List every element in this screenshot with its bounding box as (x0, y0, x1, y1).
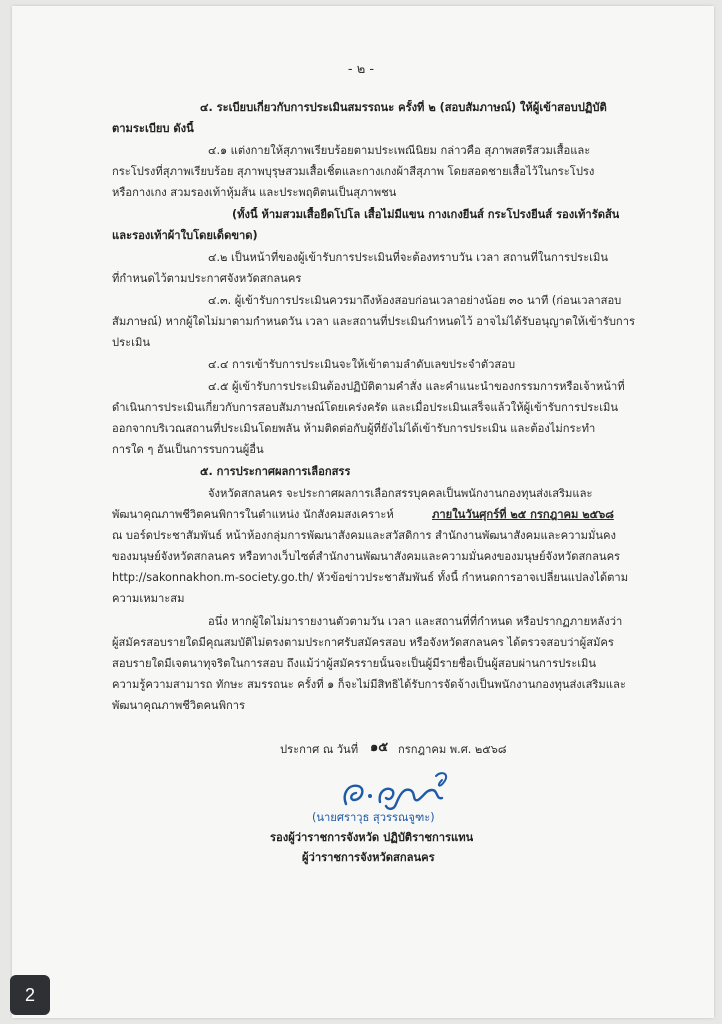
announce-month-year: กรกฎาคม พ.ศ. ๒๕๖๘ (398, 743, 507, 756)
signer-name: (นายศราวุธ สุวรรณจูฑะ) (312, 811, 435, 824)
para-5-1-line: ณ บอร์ดประชาสัมพันธ์ หน้าห้องกลุ่มการพัฒนาสังคมและสวัสดิการ สำนักงานพัฒนาสังคมและความมั่นคง (112, 529, 616, 542)
signer-position: รองผู้ว่าราชการจังหวัด ปฏิบัติราชการแทน (270, 831, 474, 844)
para-4-5: ๔.๕ ผู้เข้ารับการประเมินต้องปฏิบัติตามคำสั่ง และคำแนะนำของกรรมการหรือเจ้าหน้าที่ (208, 380, 625, 393)
para-4-2-line: ที่กำหนดไว้ตามประกาศจังหวัดสกลนคร (112, 272, 302, 285)
section4-heading-cont: ตามระเบียบ ดังนี้ (112, 122, 194, 135)
para-5-2-line: พัฒนาคุณภาพชีวิตคนพิการ (112, 699, 246, 712)
para-4-1: ๔.๑ แต่งกายให้สุภาพเรียบร้อยตามประเพณีนิยม กล่าวคือ สุภาพสตรีสวมเสื้อและ (208, 144, 591, 157)
para-5-2-line: ผู้สมัครสอบรายใดมีคุณสมบัติไม่ตรงตามประกาศรับสมัครสอบ หรือจังหวัดสกลนคร ได้ตรวจสอบว่าผู้สมัคร (112, 636, 614, 649)
para-4-3-line: ประเมิน (112, 336, 150, 349)
section5-heading: ๕. การประกาศผลการเลือกสรร (200, 465, 351, 478)
para-4-1-note: (ทั้งนี้ ห้ามสวมเสื้อยืดโปโล เสื้อไม่มีแขน กางเกงยีนส์ กระโปรงยีนส์ รองเท้ารัดส้น (232, 208, 620, 221)
signature-icon (338, 766, 458, 816)
para-4-1-line: หรือกางเกง สวมรองเท้าหุ้มส้น และประพฤติตนเป็นสุภาพชน (112, 186, 397, 199)
para-4-2: ๔.๒ เป็นหน้าที่ของผู้เข้ารับการประเมินที่จะต้องทราบวัน เวลา สถานที่ในการประเมิน (208, 251, 608, 264)
section4-heading: ๔. ระเบียบเกี่ยวกับการประเมินสมรรถนะ ครั้งที่ ๒ (สอบสัมภาษณ์) ให้ผู้เข้าสอบปฏิบัติ (200, 101, 607, 114)
para-5-2-line: สอบรายใดมีเจตนาทุจริตในการสอบ ถึงแม้ว่าผู้สมัครรายนั้นจะเป็นผู้มีรายชื่อเป็นผู้สอบผ่านการประเมิน (112, 657, 597, 670)
announce-day: ๑๕ (370, 740, 389, 755)
para-5-1-line: ของมนุษย์จังหวัดสกลนคร หรือทางเว็บไซต์สำนักงานพัฒนาสังคมและความมั่นคงของมนุษย์จังหวัดสกลนคร (112, 550, 621, 563)
website-line: http://sakonnakhon.m-society.go.th/ หัวข้อข่าวประชาสัมพันธ์ ทั้งนี้ กำหนดการอาจเปลี่ยนแปลงได้ตาม (112, 571, 629, 584)
para-5-2-line: ความรู้ความสามารถ ทักษะ สมรรถนะ ครั้งที่ ๑ ก็จะไม่มีสิทธิได้รับการจัดจ้างเป็นพนักงานกองทุนส่งเสริมและ (112, 678, 626, 691)
para-4-1-note-line: และรองเท้าผ้าใบโดยเด็ดขาด) (112, 229, 258, 242)
page-number: - ๒ - (347, 62, 375, 77)
para-5-1-line: ความเหมาะสม (112, 592, 185, 605)
para-5-1: จังหวัดสกลนคร จะประกาศผลการเลือกสรรบุคคลเป็นพนักงานกองทุนส่งเสริมและ (208, 487, 593, 500)
signer-position-line: ผู้ว่าราชการจังหวัดสกลนคร (302, 851, 435, 864)
announcement-date: ภายในวันศุกร์ที่ ๒๕ กรกฎาคม ๒๕๖๘ (432, 508, 614, 521)
para-4-5-line: การใด ๆ อันเป็นการรบกวนผู้อื่น (112, 443, 264, 456)
para-5-2: อนึ่ง หากผู้ใดไม่มารายงานตัวตามวัน เวลา และสถานที่ที่กำหนด หรือปรากฏภายหลังว่า (208, 615, 623, 628)
announce-date-label: ประกาศ ณ วันที่ (280, 743, 359, 756)
para-4-3-line: สัมภาษณ์) หากผู้ใดไม่มาตามกำหนดวัน เวลา และสถานที่ประเมินกำหนดไว้ อาจไม่ได้รับอนุญาตให้เข้ารับการ (112, 315, 635, 328)
para-4-3: ๔.๓. ผู้เข้ารับการประเมินควรมาถึงห้องสอบก่อนเวลาอย่างน้อย ๓๐ นาที (ก่อนเวลาสอบ (208, 294, 622, 307)
para-5-1-line: พัฒนาคุณภาพชีวิตคนพิการในตำแหน่ง นักสังคมสงเคราะห์ (112, 508, 394, 521)
para-4-4: ๔.๔ การเข้ารับการประเมินจะให้เข้าตามลำดับเลขประจำตัวสอบ (208, 358, 516, 371)
para-4-5-line: ดำเนินการประเมินเกี่ยวกับการสอบสัมภาษณ์โดยเคร่งครัด และเมื่อประเมินเสร็จแล้วให้ผู้เข้ารับการประเมิน (112, 401, 619, 414)
page-badge: 2 (10, 975, 50, 1015)
para-4-5-line: ออกจากบริเวณสถานที่ประเมินโดยพลัน ห้ามติดต่อกับผู้ที่ยังไม่ได้เข้ารับการประเมิน และต้องไม่กระทำ (112, 422, 596, 435)
para-4-1-line: กระโปรงที่สุภาพเรียบร้อย สุภาพบุรุษสวมเสื้อเชิ้ตและกางเกงผ้าสีสุภาพ โดยสอดชายเสื้อไว้ในกระโปรง (112, 165, 595, 178)
